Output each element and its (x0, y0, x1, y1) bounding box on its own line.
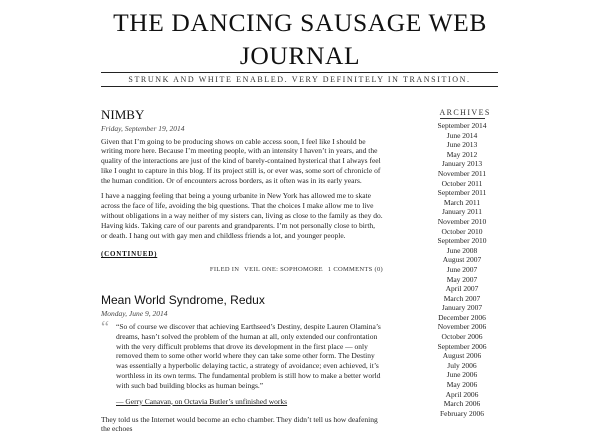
site-title-line2[interactable]: JOURNAL (239, 41, 361, 70)
post-title[interactable]: NIMBY (101, 107, 145, 122)
archive-link[interactable]: August 2007 (442, 255, 482, 265)
blockquote (101, 316, 383, 406)
archive-link[interactable]: October 2010 (441, 226, 483, 236)
archive-link[interactable]: September 2011 (437, 188, 487, 198)
archive-link[interactable]: June 2008 (446, 245, 478, 255)
quote-mark-icon: “ (101, 316, 109, 337)
archive-link[interactable]: June 2007 (446, 264, 478, 274)
post-date: Monday, June 9, 2014 (101, 308, 168, 318)
quote-citation-link[interactable]: — Gerry Canavan, on Octavia Butler’s unfinished works (116, 396, 288, 406)
archive-link[interactable]: March 2011 (443, 197, 481, 207)
archives-list (428, 121, 496, 418)
post-paragraph: They told us the Internet would become an echo chamber. They didn’t tell us how deafening the echoes (101, 414, 378, 434)
sidebar (428, 108, 496, 418)
archive-link[interactable]: May 2006 (446, 380, 478, 390)
post-paragraph: I have a nagging feeling that being a young urbanite in New York has allowed me to skate across the face of life, avoiding the big questions. That the choices I make allow me to live without obligations in a way neither of my sisters can, living as close to the family as they do. Having kids. Taking care of our parents and grandparents. I’m not personally close to birth, or death. I hang out with gay men and childless friends a lot, and younger people. (101, 191, 383, 240)
archive-link[interactable]: September 2014 (437, 121, 487, 130)
archive-link[interactable]: August 2006 (442, 351, 482, 361)
archive-link[interactable]: April 2006 (445, 389, 479, 399)
archive-link[interactable]: March 2007 (443, 293, 481, 303)
post-mean-world (101, 293, 383, 434)
header-rule-bottom (101, 86, 498, 87)
archive-link[interactable]: September 2010 (437, 236, 487, 246)
quote-text: “So of course we discover that achieving Earthseed’s Destiny, despite Lauren Olamina’s dreams, hasn’t solved the problem of the human at all, only extended our confrontation with the very difficult problems that drove its development in the first place — only removed them to some other world where they can take some other form. The Destiny was essentially a hyperbolic delaying tactic, a strategy of avoidance; even achieved, it’s worthless in its own terms. The fundamental problem is still how to make a better world with such bad building blocks as human beings.” (116, 321, 381, 390)
archive-link[interactable]: February 2006 (440, 408, 484, 418)
archive-link[interactable]: September 2006 (437, 341, 487, 351)
header-rule-top (101, 72, 498, 73)
archive-link[interactable]: January 2007 (441, 303, 483, 313)
main-content (101, 108, 383, 434)
post-title[interactable]: Mean World Syndrome, Redux (101, 293, 265, 308)
archive-link[interactable]: July 2006 (447, 360, 477, 370)
archive-link[interactable]: November 2010 (437, 216, 487, 226)
post-body (101, 137, 383, 241)
archive-link[interactable]: November 2011 (437, 168, 487, 178)
archives-heading: ARCHIVES (439, 108, 491, 117)
archive-link[interactable]: March 2006 (443, 399, 481, 409)
continued-link[interactable]: (CONTINUED) (101, 250, 158, 259)
archive-link[interactable]: May 2012 (446, 149, 478, 159)
site-title[interactable] (0, 6, 600, 72)
comments-link[interactable]: 1 COMMENTS (0) (327, 266, 383, 274)
post-footer (101, 266, 383, 273)
archive-link[interactable]: June 2006 (446, 370, 478, 380)
post-nimby (101, 108, 383, 273)
archive-link[interactable]: May 2007 (446, 274, 478, 284)
archive-link[interactable]: November 2006 (437, 322, 487, 332)
site-title-line1[interactable]: THE DANCING SAUSAGE WEB (113, 8, 487, 37)
category-link[interactable]: VEIL ONE: SOPHOMORE (244, 266, 323, 274)
archive-link[interactable]: June 2014 (446, 130, 478, 140)
archive-link[interactable]: October 2006 (441, 332, 483, 342)
archive-link[interactable]: January 2011 (442, 207, 482, 217)
archive-link[interactable]: January 2013 (441, 159, 483, 169)
archive-link[interactable]: December 2006 (438, 312, 486, 322)
archive-link[interactable]: June 2013 (446, 140, 478, 150)
filed-in-label: FILED IN (209, 266, 240, 274)
archive-link[interactable]: October 2011 (441, 178, 483, 188)
post-date: Friday, September 19, 2014 (101, 123, 185, 133)
post-paragraph: Given that I’m going to be producing shows on cable access soon, I feel like I should be writing more here. Because I’m meeting people, with an intensity I haven’t in years, and the quality of the interactions are just of the kind of barely-contained hysterical that I always feel like I ought to capture in this blog. If its project still is, or ever was, some sort of chronicle of the human condition. Or of encounters across borders, as it often was in its early years. (101, 136, 381, 185)
archive-link[interactable]: April 2007 (445, 284, 479, 294)
site-tagline: STRUNK AND WHITE ENABLED. VERY DEFINITELY IN TRANSITION. (128, 74, 471, 84)
